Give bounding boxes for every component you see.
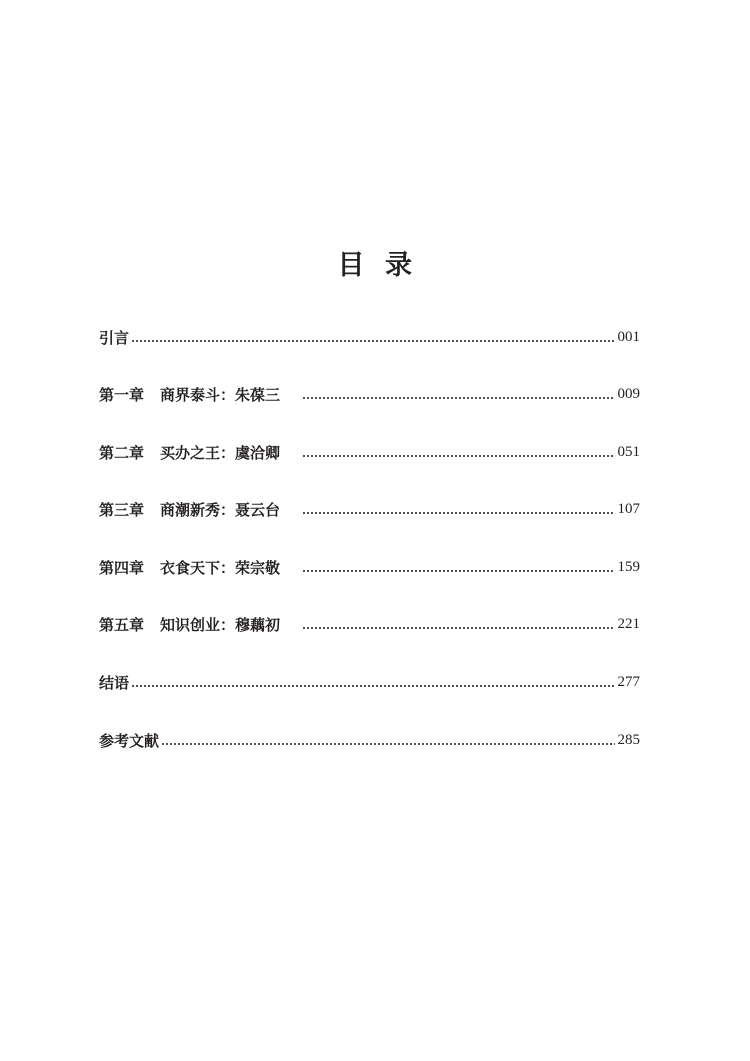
toc-page-number: 009	[617, 385, 640, 402]
toc-entry-references[interactable]	[99, 726, 640, 754]
toc-entry-chapter-5[interactable]	[99, 610, 640, 638]
toc-label	[99, 614, 280, 635]
toc-page-number: 285	[617, 731, 640, 748]
toc-label: 引言	[99, 328, 130, 347]
dot-leader	[302, 627, 614, 629]
chapter-number: 第四章	[99, 558, 145, 577]
toc-entry-chapter-3[interactable]	[99, 495, 640, 523]
toc-page-number: 277	[617, 673, 640, 690]
chapter-number: 第二章	[99, 443, 145, 462]
title-char-2: 录	[385, 250, 413, 281]
toc-entry-conclusion[interactable]	[99, 668, 640, 696]
title-char-1: 目	[337, 250, 365, 281]
toc-label	[99, 442, 280, 463]
dot-leader	[302, 397, 614, 399]
toc-label	[99, 384, 280, 405]
toc-entry-chapter-1[interactable]	[99, 380, 640, 408]
toc-entry-preface[interactable]	[99, 323, 640, 351]
dot-leader	[302, 455, 614, 457]
dot-leader	[302, 512, 614, 514]
chapter-number: 第三章	[99, 500, 145, 519]
toc-page-number: 221	[617, 615, 640, 632]
toc-label	[99, 557, 280, 578]
toc-page-number: 001	[617, 328, 640, 345]
toc-label	[99, 499, 280, 520]
chapter-title: 商界泰斗：朱葆三	[160, 385, 281, 404]
chapter-number: 第一章	[99, 385, 145, 404]
dot-leader	[161, 743, 614, 745]
chapter-title: 商潮新秀：聂云台	[160, 500, 281, 519]
chapter-title: 知识创业：穆藕初	[160, 615, 281, 634]
toc-label: 结语	[99, 673, 130, 692]
toc-page-number: 051	[617, 443, 640, 460]
chapter-title: 衣食天下：荣宗敬	[160, 558, 281, 577]
chapter-title: 买办之王：虞洽卿	[160, 443, 281, 462]
toc-page-number: 107	[617, 500, 640, 517]
dot-leader	[131, 685, 614, 687]
chapter-number: 第五章	[99, 615, 145, 634]
toc-entry-chapter-2[interactable]	[99, 438, 640, 466]
dot-leader	[131, 340, 614, 342]
page-title	[0, 246, 750, 286]
toc-label: 参考文献	[99, 731, 160, 750]
dot-leader	[302, 570, 614, 572]
toc-entry-chapter-4[interactable]	[99, 553, 640, 581]
toc-page-number: 159	[617, 558, 640, 575]
